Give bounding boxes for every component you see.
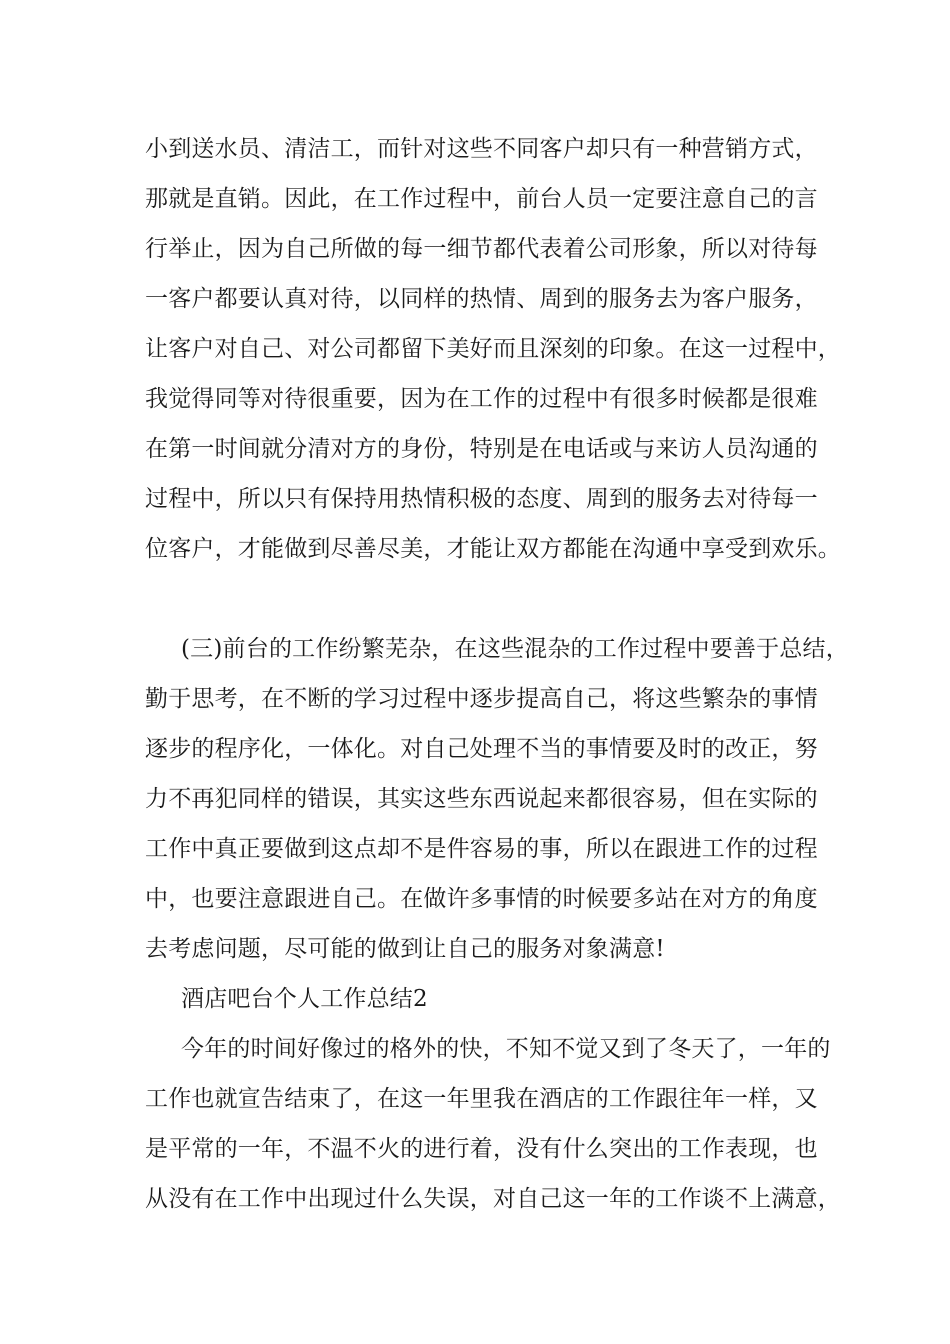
paragraph-line: 过程中，所以只有保持用热情积极的态度、周到的服务去对待每一 xyxy=(145,486,818,512)
paragraph-line: 小到送水员、清洁工，而针对这些不同客户却只有一种营销方式， xyxy=(145,136,818,162)
paragraph-line: 在第一时间就分清对方的身份，特别是在电话或与来访人员沟通的 xyxy=(145,436,818,462)
paragraph-line: 中，也要注意跟进自己。在做许多事情的时候要多站在对方的角度 xyxy=(145,886,818,912)
paragraph-line: (三)前台的工作纷繁芜杂，在这些混杂的工作过程中要善于总结， xyxy=(181,636,849,662)
paragraph-line: 逐步的程序化，一体化。对自己处理不当的事情要及时的改正，努 xyxy=(145,736,818,762)
section-heading: 酒店吧台个人工作总结2 xyxy=(181,986,428,1012)
paragraph-line: 是平常的一年，不温不火的进行着，没有什么突出的工作表现，也 xyxy=(145,1136,818,1162)
paragraph-line: 工作中真正要做到这点却不是件容易的事，所以在跟进工作的过程 xyxy=(145,836,818,862)
paragraph-line: 从没有在工作中出现过什么失误，对自己这一年的工作谈不上满意， xyxy=(145,1186,841,1212)
paragraph-line: 今年的时间好像过的格外的快，不知不觉又到了冬天了，一年的 xyxy=(181,1036,831,1062)
paragraph-line: 勤于思考，在不断的学习过程中逐步提高自己，将这些繁杂的事情 xyxy=(145,686,818,712)
paragraph-line: 让客户对自己、对公司都留下美好而且深刻的印象。在这一过程中， xyxy=(145,336,841,362)
paragraph-line: 工作也就宣告结束了，在这一年里我在酒店的工作跟往年一样，又 xyxy=(145,1086,818,1112)
paragraph-line: 那就是直销。因此，在工作过程中，前台人员一定要注意自己的言 xyxy=(145,186,818,212)
paragraph-line: 位客户，才能做到尽善尽美，才能让双方都能在沟通中享受到欢乐。 xyxy=(145,536,841,562)
paragraph-line: 我觉得同等对待很重要，因为在工作的过程中有很多时候都是很难 xyxy=(145,386,818,412)
paragraph-line: 行举止，因为自己所做的每一细节都代表着公司形象，所以对待每 xyxy=(145,236,818,262)
paragraph-line: 去考虑问题，尽可能的做到让自己的服务对象满意! xyxy=(145,936,665,962)
paragraph-line: 力不再犯同样的错误，其实这些东西说起来都很容易，但在实际的 xyxy=(145,786,818,812)
paragraph-line: 一客户都要认真对待，以同样的热情、周到的服务去为客户服务， xyxy=(145,286,818,312)
